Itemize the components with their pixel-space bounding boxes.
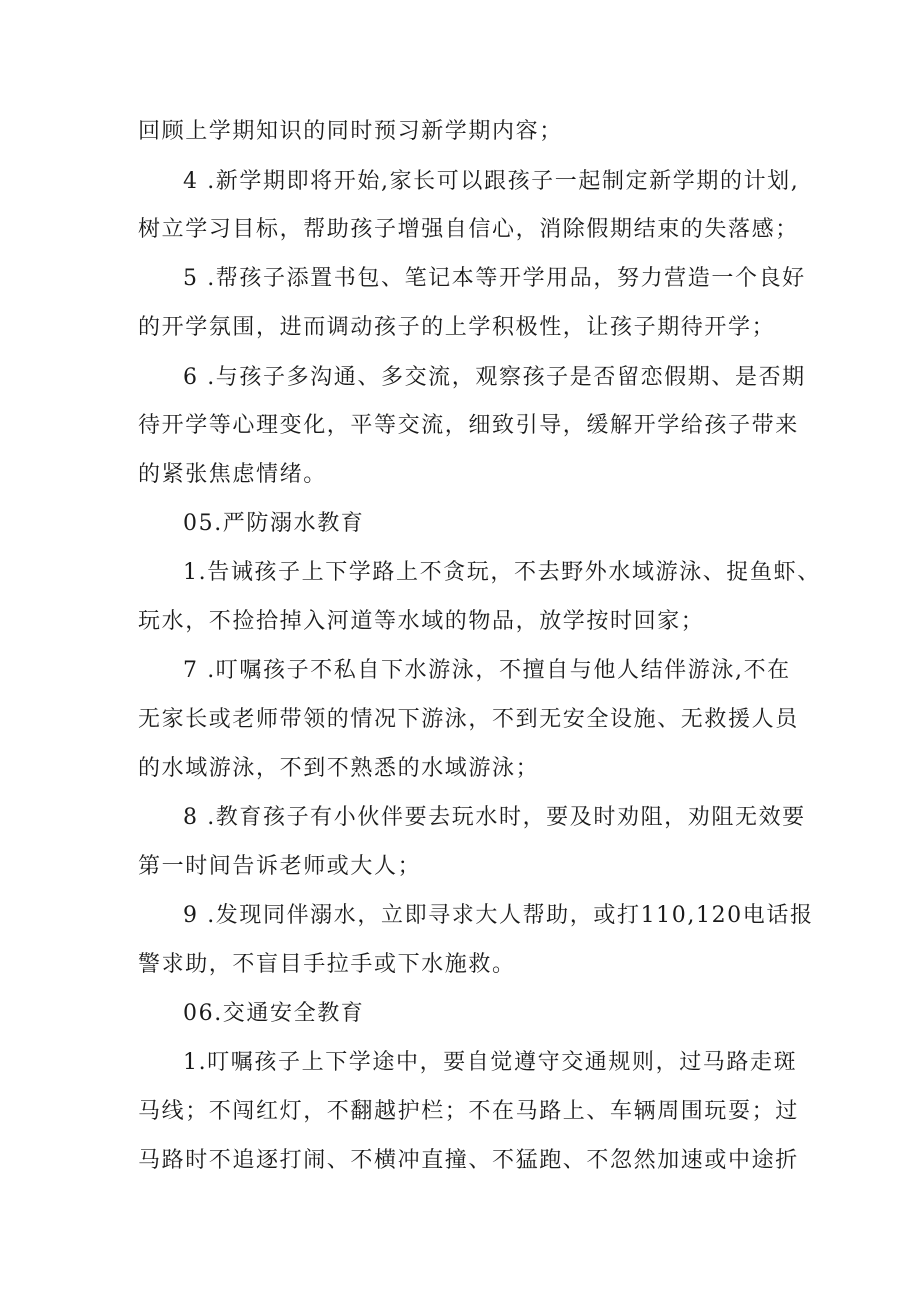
paragraph-line: 8 .教育孩子有小伙伴要去玩水时，要及时劝阻，劝阻无效要 [183,805,806,830]
paragraph-line: 6 .与孩子多沟通、多交流，观察孩子是否留恋假期、是否期 [183,365,806,390]
paragraph-line: 玩水，不捡拾掉入河道等水域的物品，放学按时回家； [138,609,705,634]
section-heading: 05.严防溺水教育 [183,511,365,536]
paragraph-line: 9 .发现同伴溺水，立即寻求大人帮助，或打110,120电话报 [183,903,814,928]
paragraph-line: 马路时不追逐打闹、不横冲直撞、不猛跑、不忽然加速或中途折 [138,1148,799,1173]
paragraph-line: 7 .叮嘱孩子不私自下水游泳，不擅自与他人结伴游泳,不在 [183,658,791,683]
paragraph-line: 无家长或老师带领的情况下游泳，不到无安全设施、无救援人员 [138,707,799,732]
paragraph-line: 回顾上学期知识的同时预习新学期内容； [138,119,563,144]
paragraph-line: 待开学等心理变化，平等交流，细致引导，缓解开学给孩子带来 [138,413,799,438]
paragraph-line: 的水域游泳，不到不熟悉的水域游泳； [138,756,540,781]
paragraph-line: 树立学习目标，帮助孩子增强自信心，消除假期结束的失落感； [138,217,799,242]
paragraph-line: 警求助，不盲目手拉手或下水施救。 [138,952,516,977]
section-heading: 06.交通安全教育 [183,1001,365,1026]
paragraph-line: 第一时间告诉老师或大人； [138,854,422,879]
paragraph-line: 5 .帮孩子添置书包、笔记本等开学用品，努力营造一个良好 [183,266,806,291]
paragraph-line: 1.告诫孩子上下学路上不贪玩，不去野外水域游泳、捉鱼虾、 [183,560,821,585]
paragraph-line: 的开学氛围，进而调动孩子的上学积极性，让孩子期待开学； [138,315,776,340]
paragraph-line: 马线；不闯红灯，不翻越护栏；不在马路上、车辆周围玩耍；过 [138,1099,799,1124]
paragraph-line: 1.叮嘱孩子上下学途中，要自觉遵守交通规则，过马路走斑 [183,1050,798,1075]
paragraph-line: 4 .新学期即将开始,家长可以跟孩子一起制定新学期的计划, [183,169,800,194]
paragraph-line: 的紧张焦虑情绪。 [138,462,327,487]
